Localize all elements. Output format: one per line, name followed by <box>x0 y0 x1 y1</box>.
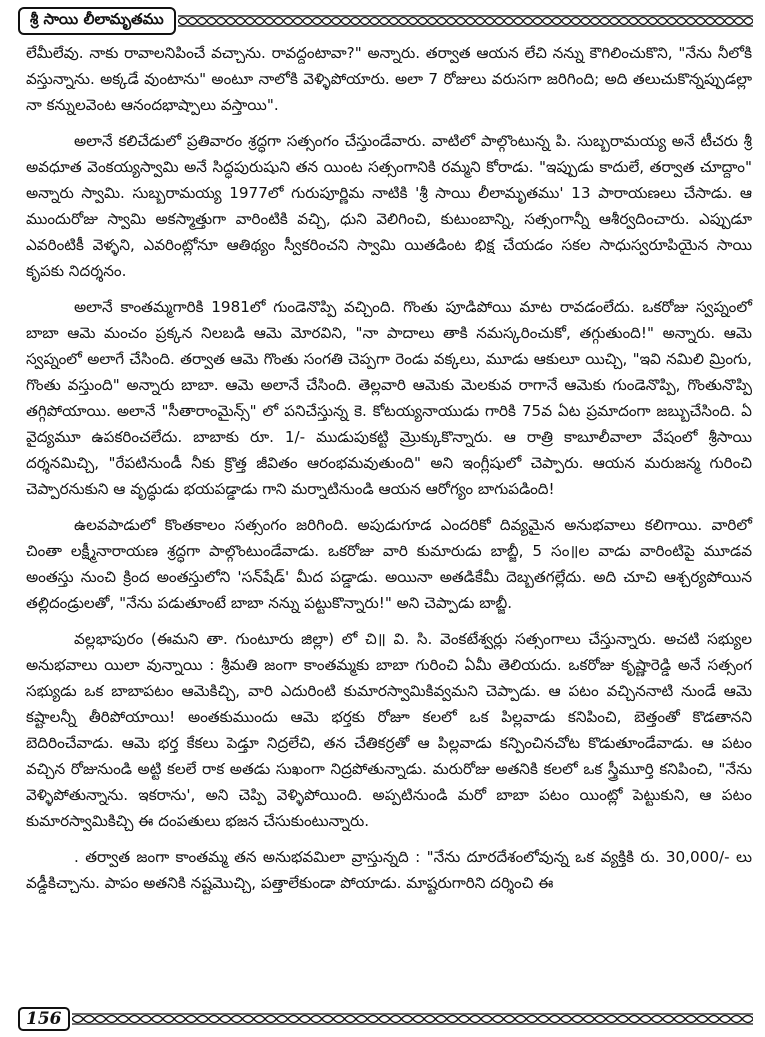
paragraph: . తర్వాత జంగా కాంతమ్మ తన అనుభవమిలా వ్రాస్తున్నది : "నేను దూరదేశంలోవున్న ఒక వ్యక్తికి రు. 30,000/- లు వడ్డీకిచ్చాను. పాపం అతనికి నష్టమొచ్చి, పత్తాలేకుండా పోయాడు. మాష్టరుగారిని దర్శించి ఈ <box>26 848 752 892</box>
paragraph: వల్లభాపురం (ఈమని తా. గుంటూరు జిల్లా) లో చి॥ వి. సి. వెంకటేశ్వర్లు సత్సంగాలు చేస్తున్నారు. అచటి సభ్యుల అనుభవాలు యిలా వున్నాయి : శ్రీమతి జంగా కాంతమ్మకు బాబా గురించి ఏమీ తెలియదు. ఒకరోజు కృష్ణారెడ్డి అనే సత్సంగ సభ్యుడు ఒక బాబాపటం ఆమెకిచ్చి, వారి ఎదురింటి కుమారస్వామికివ్వమని చెప్పాడు. ఆ పటం వచ్చిననాటి నుండే ఆమె కష్టాలన్నీ తీరిపోయాయి! అంతకుముందు ఆమె భర్తకు రోజూ కలలో ఒక పిల్లవాడు కనిపించి, బెత్తంతో కొడతానని బెదిరించేవాడు. ఆమె భర్త కేకలు పెడ్తూ నిద్రలేచి, తన చేతికర్రతో ఆ పిల్లవాడు కన్పించినచోట కొడుతూండేవాడు. ఆ పటం వచ్చిన రోజునుండి అట్టి కలలే రాక అతడు సుఖంగా నిద్రపోతున్నాడు. మరురోజు అతనికి కలలో ఒక స్త్రీమూర్తి కనిపించి, "నేను వెళ్ళిపోతున్నాను. ఇకరాను', అని చెప్పి వెళ్ళిపోయింది. అప్పటినుండి మరో బాబా పటం యింట్లో పెట్టుకుని, ఆ పటం కుమారస్వామికిచ్చి ఈ దంపతులు భజన చేసుకుంటున్నారు. <box>26 630 752 830</box>
book-title: శ్రీ సాయి లీలామృతము <box>18 7 176 35</box>
page-header <box>18 6 753 36</box>
page-body <box>26 40 752 906</box>
decorative-border <box>178 14 753 28</box>
paragraph: అలానే కాంతమ్మగారికి 1981లో గుండెనొప్పి వచ్చింది. గొంతు పూడిపోయి మాట రావడంలేదు. ఒకరోజు స్వప్నంలో బాబా ఆమె మంచం ప్రక్కన నిలబడి ఆమె మోరవిని, "నా పాదాలు తాకి నమస్కరించుకో, తగ్గుతుంది!" అన్నారు. ఆమె స్వప్నంలో అలాగే చేసింది. తర్వాత ఆమె గొంతు సంగతి చెప్పగా రెండు వక్కలు, మూడు ఆకులూ యిచ్చి, "ఇవి నమిలి మ్రింగు, గొంతు వస్తుంది" అన్నారు బాబా. ఆమె అలానే చేసింది. తెల్లవారి ఆమెకు మెలకువ రాగానే ఆమెకు గుండెనొప్పి, గొంతునొప్పి తగ్గిపోయాయి. అలానే "సీతారాంమైన్స్" లో పనిచేస్తున్న కె. కోటయ్యనాయుడు గారికి 75వ ఏట ప్రమాదంగా జబ్బుచేసింది. ఏ వైద్యమూ ఉపకరించలేదు. బాబాకు రూ. 1/- ముడుపుకట్టి మ్రొక్కుకొన్నారు. ఆ రాత్రి కాబూలీవాలా వేషంలో శ్రీసాయి దర్శనమిచ్చి, "రేపటినుండీ నీకు క్రొత్త జీవితం ఆరంభమవుతుంది" అని ఇంగ్లీషులో చెప్పారు. ఆయన మరుజన్మ గురించి చెప్పారనుకుని ఆ వృద్ధుడు భయపడ్డాడు గాని మర్నాటినుండి ఆయన ఆరోగ్యం బాగుపడింది! <box>26 298 752 498</box>
page-footer <box>18 1006 753 1032</box>
paragraph: అలానే కలిచేడులో ప్రతివారం శ్రద్ధగా సత్సంగం చేస్తుండేవారు. వాటిలో పాల్గొంటున్న పి. సుబ్బరామయ్య అనే టీచరు శ్రీ అవధూత వెంకయ్యస్వామి అనే సిద్ధపురుషుని తన యింట సత్సంగానికి రమ్మని కోరాడు. "ఇప్పుడు కాదులే, తర్వాత చూద్దాం" అన్నారు స్వామి. సుబ్బరామయ్య 1977లో గురుపూర్ణిమ నాటికి 'శ్రీ సాయి లీలామృతము' 13 పారాయణలు చేసాడు. ఆ ముందురోజు స్వామి అకస్మాత్తుగా వారింటికి వచ్చి, ధుని వెలిగించి, కుటుంబాన్ని, సత్సంగాన్నీ ఆశీర్వదించారు. ఎప్పుడూ ఎవరింటికీ వెళ్ళని, ఎవరింట్లోనూ ఆతిథ్యం స్వీకరించని స్వామి యితడింట భిక్ష చేయడం సకల సాధుస్వరూపియైన సాయి కృపకు నిదర్శనం. <box>26 132 752 280</box>
paragraph: లేమీలేవు. నాకు రావాలనిపించే వచ్చాను. రావద్దంటావా?" అన్నారు. తర్వాత ఆయన లేచి నన్ను కౌగిలించుకొని, "నేను నీలోకి వస్తున్నాను. అక్కడే వుంటాను" అంటూ నాలోకి వెళ్ళిపోయారు. అలా 7 రోజులు వరుసగా జరిగింది; అది తలుచుకొన్నప్పుడల్లా నా కన్నులవెంట ఆనందభాష్పాలు వస్తాయి". <box>26 44 752 114</box>
decorative-border <box>72 1012 754 1026</box>
paragraph: ఉలవపాడులో కొంతకాలం సత్సంగం జరిగింది. అపుడుగూడ ఎందరికో దివ్యమైన అనుభవాలు కలిగాయి. వారిలో చింతా లక్ష్మీనారాయణ శ్రద్ధగా పాల్గొంటుండేవాడు. ఒకరోజు వారి కుమారుడు బాబ్జీ, 5 సం॥ల వాడు వారింటిపై మూడవ అంతస్తు నుంచి క్రింద అంతస్తులోని 'సన్‌షేడ్' మీద పడ్డాడు. అయినా అతడికేమీ దెబ్బతగల్లేదు. అది చూచి ఆశ్చర్యపోయిన తల్లిదండ్రులతో, "నేను పడుతూంటే బాబా నన్ను పట్టుకొన్నారు!" అని చెప్పాడు బాబ్జీ. <box>26 516 752 612</box>
page-number: 156 <box>18 1007 70 1031</box>
